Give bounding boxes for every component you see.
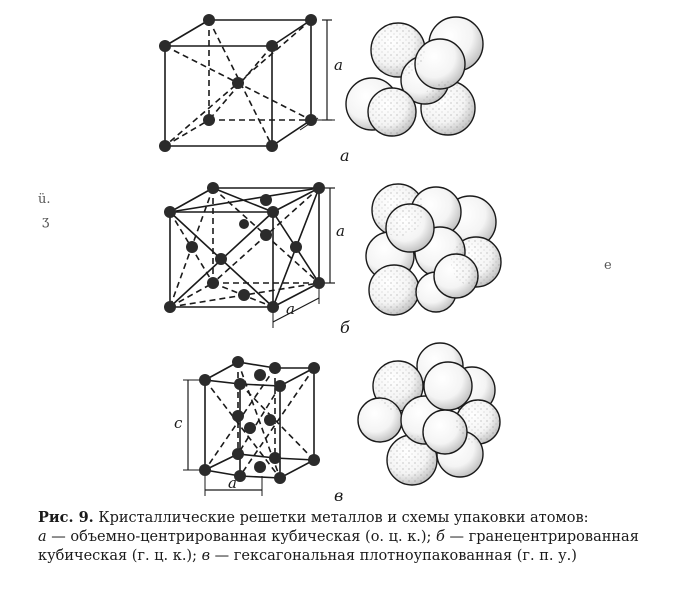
- bcc-lattice: [165, 20, 335, 146]
- caption-text-b: — гранецентрированная: [449, 529, 639, 545]
- margin-mark-1: ü.: [38, 192, 51, 207]
- bcc-sphere-packing: [346, 17, 483, 136]
- panel-label-b: б: [340, 318, 350, 337]
- caption-line-2: [38, 528, 658, 547]
- caption-key-c: в: [201, 548, 211, 564]
- margin-mark-3: e: [604, 258, 612, 273]
- caption-line-1: [38, 508, 658, 528]
- caption-text-a: — объемно-центрированная кубическая (о. ц. к.);: [51, 529, 432, 545]
- caption-title: Кристаллические решетки металлов и схемы упаковки атомов:: [98, 510, 589, 526]
- panel-label-c: в: [334, 486, 344, 505]
- hcp-dimension-c: c: [174, 414, 183, 432]
- caption-text-c: — гексагональная плотноупакованная (г. п. у.): [214, 548, 577, 564]
- fcc-sphere-packing: [366, 184, 501, 315]
- panel-label-a: а: [340, 146, 350, 165]
- caption-line-3: [38, 547, 658, 566]
- fcc-lattice: [170, 188, 335, 328]
- hcp-sphere-packing: [358, 343, 500, 485]
- caption-key-a: а: [38, 529, 47, 545]
- caption-figure-number: Рис. 9.: [38, 509, 94, 526]
- figure-caption: [38, 508, 658, 566]
- bcc-dimension-a: a: [334, 56, 343, 74]
- caption-text-b-cont: кубическая (г. ц. к.);: [38, 548, 197, 564]
- fcc-dimension-a-bottom: a: [286, 300, 295, 318]
- caption-key-b: б: [436, 529, 445, 545]
- margin-mark-2: ʒ: [42, 214, 50, 229]
- fcc-dimension-a-vertical: a: [336, 222, 345, 240]
- hcp-dimension-a: a: [228, 474, 237, 492]
